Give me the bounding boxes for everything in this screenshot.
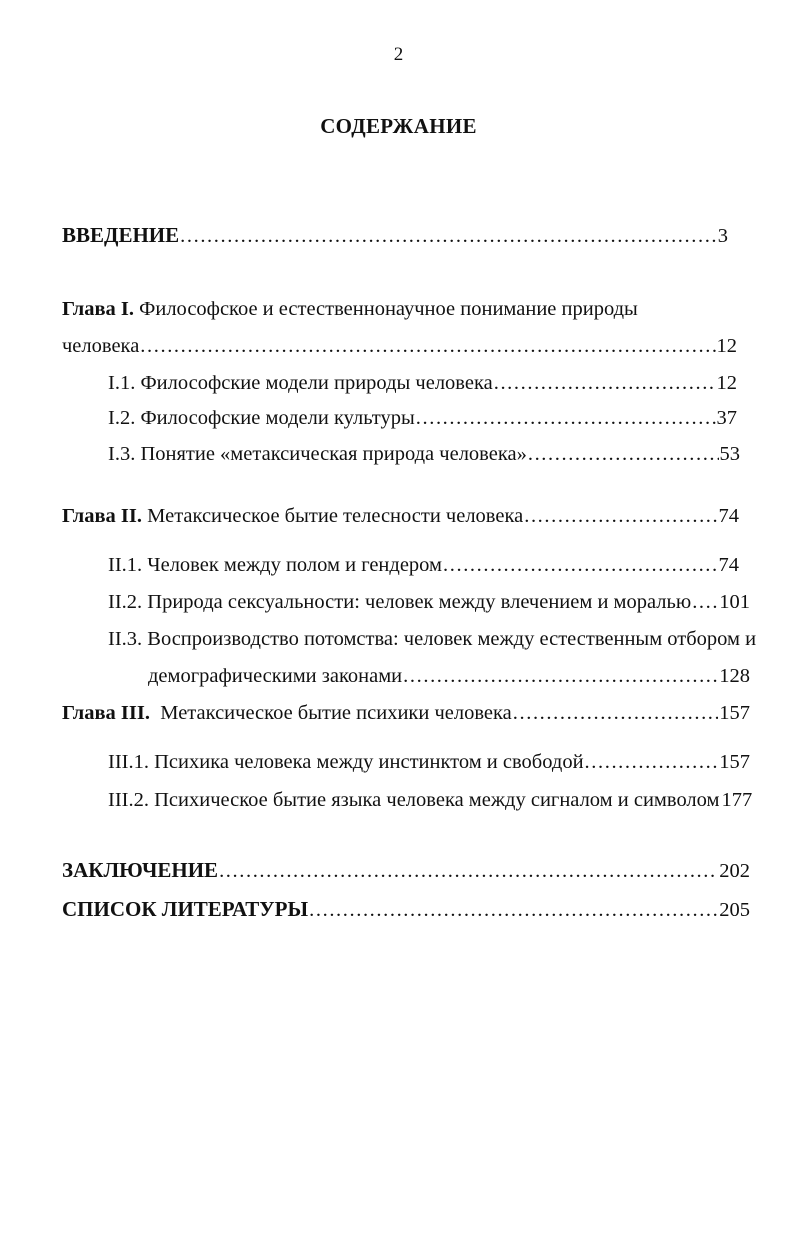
dot-leader	[585, 749, 719, 775]
dot-leader	[494, 370, 716, 396]
toc-entry-label: III.2. Психическое бытие языка человека между сигналом и символом	[108, 789, 720, 811]
toc-entry-page: 37	[716, 407, 737, 429]
toc-entry-label: ЗАКЛЮЧЕНИЕ	[62, 858, 219, 882]
toc-entry-label	[62, 700, 512, 726]
chapter-prefix: Глава III.	[62, 702, 150, 724]
toc-entry-label: ВВЕДЕНИЕ	[62, 223, 180, 247]
toc-entry-references[interactable]	[62, 896, 750, 923]
toc-entry-label: I.2. Философские модели культуры	[108, 407, 415, 429]
toc-entry-section-3-2[interactable]	[108, 787, 753, 813]
dot-leader	[692, 589, 718, 615]
chapter-title: Метаксическое бытие телесности человека	[142, 505, 524, 527]
chapter-title: Философское и естественнонаучное понимание природы	[134, 298, 638, 320]
toc-entry-page: 177	[721, 789, 753, 811]
dot-leader	[524, 503, 717, 529]
toc-entry-section-2-2[interactable]	[108, 589, 750, 615]
toc-entry-page: 12	[716, 372, 737, 394]
toc-entry-chapter-2[interactable]	[62, 503, 739, 529]
toc-entry-label: II.2. Природа сексуальности: человек между влечением и моралью	[108, 591, 692, 613]
toc-entry-section-1-1[interactable]	[108, 370, 737, 396]
toc-entry-page: 202	[719, 860, 750, 882]
toc-entry-label: человека	[62, 335, 140, 357]
toc-entry-section-1-2[interactable]	[108, 405, 737, 431]
toc-entry-page: 74	[718, 554, 739, 576]
dot-leader	[309, 897, 718, 923]
toc-entry-label: I.1. Философские модели природы человека	[108, 372, 493, 394]
chapter-title: Метаксическое бытие психики человека	[150, 702, 512, 724]
toc-entry-label	[62, 503, 523, 529]
toc-entry-chapter-3[interactable]	[62, 700, 750, 726]
toc-entry-page: 128	[719, 665, 750, 687]
toc-entry-page: 157	[719, 751, 750, 773]
toc-chapter-1-heading[interactable]	[62, 296, 638, 322]
dot-leader	[180, 223, 717, 249]
dot-leader	[528, 441, 719, 467]
toc-entry-page: 12	[716, 335, 737, 357]
dot-leader	[513, 700, 718, 726]
dot-leader	[219, 858, 718, 884]
dot-leader	[140, 333, 715, 359]
dot-leader	[443, 552, 717, 578]
page-number: 2	[393, 44, 404, 65]
dot-leader	[416, 405, 716, 431]
toc-entry-section-2-3[interactable]	[148, 663, 750, 689]
dot-leader	[403, 663, 718, 689]
toc-entry-label: II.1. Человек между полом и гендером	[108, 554, 443, 576]
toc-entry-intro[interactable]	[62, 222, 728, 249]
toc-entry-page: 205	[719, 899, 750, 921]
toc-entry-chapter-1[interactable]	[62, 333, 737, 359]
toc-entry-page: 101	[719, 591, 750, 613]
toc-entry-label: СПИСОК ЛИТЕРАТУРЫ	[62, 897, 309, 921]
chapter-prefix: Глава I.	[62, 298, 135, 320]
toc-entry-section-1-3[interactable]	[108, 441, 740, 467]
toc-entry-page: 157	[719, 702, 750, 724]
toc-entry-page: 74	[718, 505, 739, 527]
toc-entry-section-3-1[interactable]	[108, 749, 750, 775]
toc-entry-section-2-3-line1[interactable]: II.3. Воспроизводство потомства: человек между естественным отбором и	[108, 628, 757, 650]
toc-entry-conclusion[interactable]	[62, 857, 750, 884]
toc-entry-label: демографическими законами	[148, 665, 403, 687]
toc-entry-label: I.3. Понятие «метаксическая природа человека»	[108, 443, 527, 465]
chapter-prefix: Глава II.	[62, 505, 143, 527]
page-title: СОДЕРЖАНИЕ	[320, 114, 477, 138]
toc-entry-page: 53	[719, 443, 740, 465]
toc-entry-section-2-1[interactable]	[108, 552, 739, 578]
toc-entry-page: 3	[717, 225, 728, 247]
toc-entry-label: III.1. Психика человека между инстинктом и свободой	[108, 751, 584, 773]
